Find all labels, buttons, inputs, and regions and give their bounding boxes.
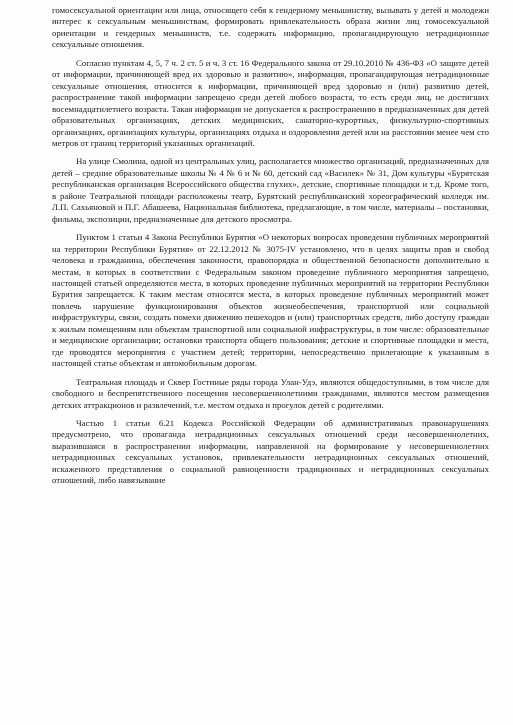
paragraph-6: Частью 1 статьи 6.21 Кодекса Российской Федерации об административных правонарушениях предусмотрено, что пропаганда нетрадиционных сексуальных отношений среди несовершеннолетних, выразившаяся в распространении информации, направленной на формирование у несовершеннолетних нетрадиционных сексуальных установок, привлекательности нетрадиционных сексуальных отношений, искаженного представления о социальной равноценности традиционных и нетрадиционных сексуальных отношений, либо навязывание: [52, 417, 489, 486]
paragraph-gap: [52, 149, 489, 156]
paragraph-5: Театральная площадь и Сквер Гостиные ряды города Улан-Удэ, являются общедоступными, в том числе для свободного и беспрепятственного посещения несовершеннолетними гражданами, являются местом размещения детских аттракционов и развлечений, т.е. местом отдыха и прогулок детей с родителями.: [52, 376, 489, 410]
paragraph-gap: [52, 225, 489, 232]
paragraph-gap: [52, 370, 489, 377]
paragraph-2: Согласно пунктам 4, 5, 7 ч. 2 ст. 5 и ч. 3 ст. 16 Федерального закона от 29.10.2010 № 436-ФЗ «О защите детей от информации, причиняющей вред их здоровью и развитию», информация, пропагандирующая нетрадиционные сексуальные отношения, относится к информации, причиняющей вред здоровью и (или) развитию детей, распространение такой информации запрещено среди детей любого возраста, то есть среди лиц, не достигших восемнадцатилетнего возраста. Такая информация не допускается к распространению в предназначенных для детей образовательных организациях, детских медицинских, санаторно-курортных, физкультурно-спортивных организациях, организациях культуры, организациях отдыха и оздоровления детей или на расстоянии менее чем сто метров от границ территорий указанных организаций.: [52, 57, 489, 148]
paragraph-gap: [52, 411, 489, 418]
paragraph-1: гомосексуальной ориентации или лица, относящего себя к гендерному меньшинству, вызывать у детей и молодежи интерес к сексуальным меньшинствам, формировать привлекательность образа жизни лиц гомосексуальной ориентации и гендерных меньшинств, т.е. содержать информацию, пропагандирующую нетрадиционные сексуальные отношения.: [52, 5, 489, 50]
paragraph-4: Пунктом 1 статьи 4 Закона Республики Бурятия «О некоторых вопросах проведения публичных мероприятий на территории Республики Бурятия» от 22.12.2012 № 3075-IV установлено, что в целях защиты прав и свобод человека и гражданина, обеспечения законности, правопорядка и общественной безопасности дополнительно к местам, в которых в соответствии с Федеральным законом проведение публичного мероприятия запрещено, настоящей статьей определяются места, в которых проведение публичных мероприятий на территории Республики Бурятия запрещается. К таким местам относятся места, в которых проведение публичных мероприятий может повлечь нарушение функционирования объектов жизнеобеспечения, транспортной или социальной инфраструктуры, связи, создать помехи движению пешеходов и (или) транспортных средств, либо доступу граждан к жилым помещениям или объектам транспортной или социальной инфраструктуры, в том числе: образовательные и медицинские организации; остановки транспорта общего пользования; детские и спортивные площадки и места, где проводятся мероприятия с участием детей; территории, непосредственно прилегающие к указанным в настоящей статье объектам и автомобильным дорогам.: [52, 232, 489, 369]
paragraph-3: На улице Смолина, одной из центральных улиц, располагается множество организаций, предназначенных для детей – средние образовательные школы № 4 № 6 и № 60, детский сад «Василек» № 31, Дом культуры «Бурятская республиканская организация Всероссийского общества глухих», детские, спортивные площадки и т.д. Кроме того, в районе Театральной площади расположены театр, Бурятский республиканский хореографический колледж им. Л.П. Сахьяновой и П.Г. Абашеева, Национальная библиотека, предлагающие, в том числе, материалы – постановки, фильмы, экспозиции, предназначенные для детского просмотра.: [52, 156, 489, 224]
paragraph-gap: [52, 51, 489, 58]
